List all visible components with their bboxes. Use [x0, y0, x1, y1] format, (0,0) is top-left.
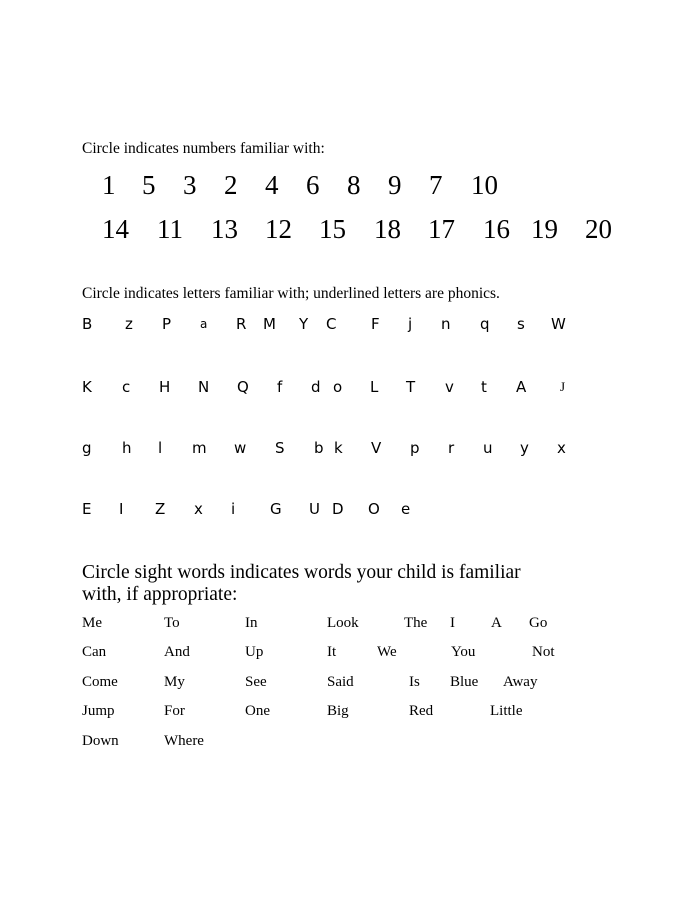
letter-item[interactable]: h [122, 439, 132, 457]
letter-item[interactable]: F [371, 315, 380, 333]
number-item[interactable]: 19 [531, 214, 558, 244]
sight-word-item[interactable]: One [245, 703, 270, 719]
letter-item[interactable]: T [406, 378, 416, 396]
letters-heading: Circle indicates letters familiar with; underlined letters are phonics. [82, 285, 500, 302]
sight-word-item[interactable]: Not [532, 644, 555, 660]
letter-item[interactable]: q [480, 315, 490, 333]
letter-item[interactable]: t [481, 378, 487, 396]
sight-word-item[interactable]: Look [327, 615, 359, 631]
number-item[interactable]: 2 [224, 170, 238, 200]
sight-word-item[interactable]: We [377, 644, 397, 660]
sight-word-item[interactable]: And [164, 644, 190, 660]
number-item[interactable]: 14 [102, 214, 129, 244]
letter-item[interactable]: D [332, 500, 344, 518]
letter-item[interactable]: y [520, 439, 529, 457]
sight-word-item[interactable]: Down [82, 733, 119, 749]
number-item[interactable]: 8 [347, 170, 361, 200]
letter-item[interactable]: Y [299, 315, 309, 333]
letter-item[interactable]: B [82, 315, 93, 333]
letter-item[interactable]: I [119, 500, 124, 518]
letter-item[interactable]: E [82, 500, 92, 518]
sight-word-item[interactable]: Come [82, 674, 118, 690]
letter-item[interactable]: x [557, 439, 566, 457]
letter-item[interactable]: M [263, 315, 276, 333]
letter-item[interactable]: a [200, 317, 208, 331]
number-item[interactable]: 3 [183, 170, 197, 200]
letter-item[interactable]: l [158, 439, 163, 457]
sight-word-item[interactable]: Little [490, 703, 523, 719]
letter-item[interactable]: V [371, 439, 382, 457]
letter-item[interactable]: b [314, 439, 324, 457]
letter-item[interactable]: u [483, 439, 493, 457]
number-item[interactable]: 16 [483, 214, 510, 244]
letter-item[interactable]: e [401, 500, 411, 518]
number-item[interactable]: 10 [471, 170, 498, 200]
number-item[interactable]: 18 [374, 214, 401, 244]
letter-item[interactable]: c [122, 378, 131, 396]
letter-item[interactable]: W [551, 315, 566, 333]
letter-item[interactable]: Q [237, 378, 249, 396]
letter-item[interactable]: d [311, 378, 321, 396]
sight-word-item[interactable]: Is [409, 674, 420, 690]
letter-item[interactable]: G [270, 500, 282, 518]
letter-item[interactable]: O [368, 500, 380, 518]
letter-item[interactable]: r [448, 439, 455, 457]
number-item[interactable]: 6 [306, 170, 320, 200]
number-item[interactable]: 1 [102, 170, 116, 200]
letter-item[interactable]: s [517, 315, 525, 333]
letter-item[interactable]: N [198, 378, 210, 396]
number-item[interactable]: 15 [319, 214, 346, 244]
letter-item[interactable]: Z [155, 500, 166, 518]
number-item[interactable]: 13 [211, 214, 238, 244]
sight-word-item[interactable]: Said [327, 674, 354, 690]
letter-item[interactable]: w [234, 439, 247, 457]
number-item[interactable]: 9 [388, 170, 402, 200]
sight-word-item[interactable]: A [491, 615, 502, 631]
letter-item[interactable]: L [370, 378, 379, 396]
sight-word-item[interactable]: Red [409, 703, 434, 719]
number-item[interactable]: 5 [142, 170, 156, 200]
letter-item[interactable]: K [82, 378, 92, 396]
letter-item[interactable]: H [159, 378, 171, 396]
sight-word-item[interactable]: To [164, 615, 180, 631]
letter-item[interactable]: v [445, 378, 454, 396]
sight-words-heading: Circle sight words indicates words your child is familiar with, if appropriate: [82, 562, 521, 605]
sight-word-item[interactable]: I [450, 615, 455, 631]
sight-word-item[interactable]: Big [327, 703, 349, 719]
sight-word-item[interactable]: Go [529, 615, 548, 631]
number-item[interactable]: 4 [265, 170, 279, 200]
letter-item[interactable]: U [309, 500, 320, 518]
letter-item[interactable]: n [441, 315, 451, 333]
sight-word-item[interactable]: In [245, 615, 258, 631]
sight-word-item[interactable]: Where [164, 733, 204, 749]
number-item[interactable]: 20 [585, 214, 612, 244]
letter-item[interactable]: x [194, 500, 203, 518]
number-item[interactable]: 7 [429, 170, 443, 200]
numbers-heading: Circle indicates numbers familiar with: [82, 140, 325, 157]
sight-word-item[interactable]: My [164, 674, 185, 690]
letter-item[interactable]: P [162, 315, 172, 333]
letter-item[interactable]: C [326, 315, 337, 333]
sight-word-item[interactable]: It [327, 644, 337, 660]
letter-item[interactable]: R [236, 315, 247, 333]
number-item[interactable]: 11 [157, 214, 183, 244]
letter-item[interactable]: S [275, 439, 285, 457]
letter-item[interactable]: k [334, 439, 343, 457]
letter-item[interactable]: A [516, 378, 527, 396]
sight-word-item[interactable]: The [404, 615, 428, 631]
sight-word-item[interactable]: Up [245, 644, 264, 660]
letter-item[interactable]: m [192, 439, 207, 457]
letter-item[interactable]: z [125, 315, 133, 333]
sight-word-item[interactable]: You [451, 644, 476, 660]
letter-item[interactable]: J [560, 379, 566, 394]
sight-word-item[interactable]: Blue [450, 674, 479, 690]
letter-item[interactable]: f [277, 378, 283, 396]
sight-word-item[interactable]: Me [82, 615, 102, 631]
letter-item[interactable]: j [408, 315, 413, 333]
letter-item[interactable]: p [410, 439, 420, 457]
number-item[interactable]: 17 [428, 214, 455, 244]
sight-word-item[interactable]: Away [503, 674, 538, 690]
sight-word-item[interactable]: For [164, 703, 185, 719]
letter-item[interactable]: g [82, 439, 92, 457]
sight-word-item[interactable]: See [245, 674, 267, 690]
sight-word-item[interactable]: Jump [82, 703, 115, 719]
letter-item[interactable]: o [333, 378, 343, 396]
letter-item[interactable]: i [231, 500, 236, 518]
sight-word-item[interactable]: Can [82, 644, 107, 660]
number-item[interactable]: 12 [265, 214, 292, 244]
